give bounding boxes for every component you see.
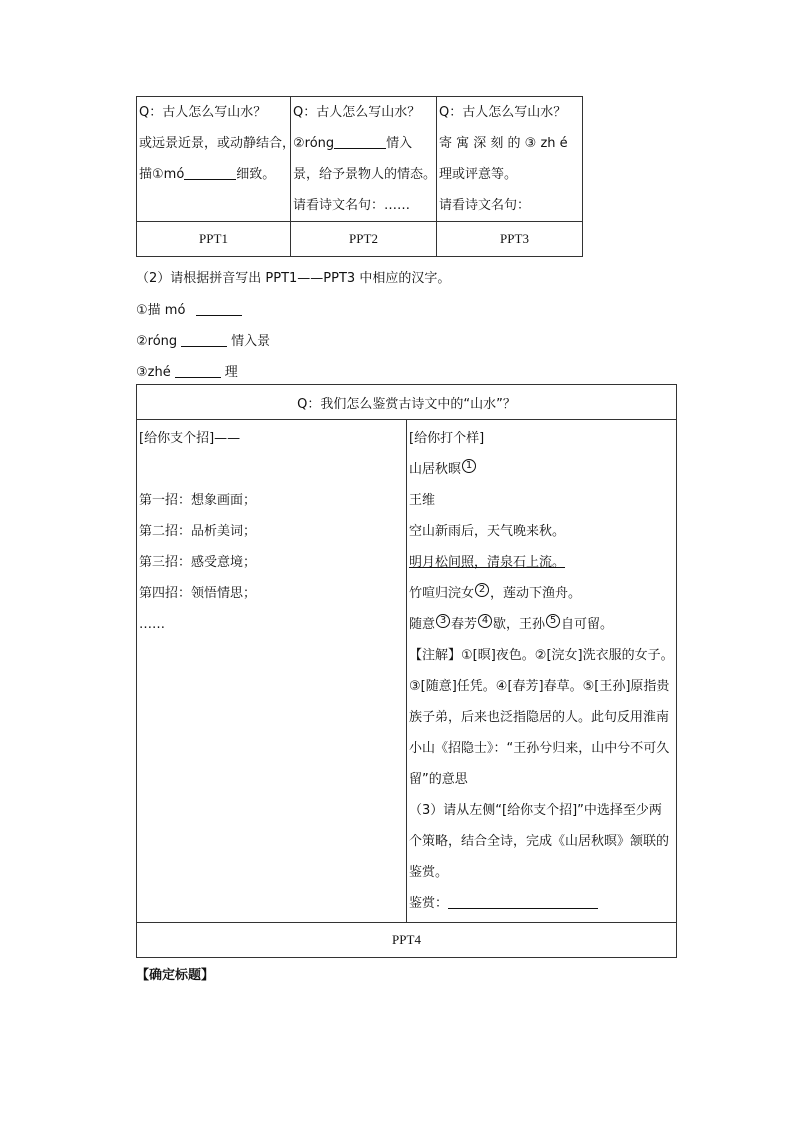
ppt1-cell xyxy=(137,97,296,222)
ppt4-content-row xyxy=(137,420,677,923)
ppt1-line2-b: 细致。 xyxy=(236,167,276,182)
ppt1-caption: PPT1 xyxy=(137,222,291,257)
poem-line-4-a: 随意 xyxy=(409,617,436,632)
footnote-mark-1: 1 xyxy=(462,459,476,473)
ppt3-cell xyxy=(437,97,583,222)
section-title: 【确定标题】 xyxy=(136,968,215,983)
tip-2: 第二招：品析美词； xyxy=(139,524,257,539)
ppt4-header-row xyxy=(137,385,677,420)
ppt3-caption: PPT3 xyxy=(437,222,583,257)
ppt2-question: Q：古人怎么写山水？ xyxy=(293,105,421,120)
question2-stem: （2）请根据拼音写出 PPT1——PPT3 中相应的汉字。 xyxy=(136,271,451,286)
example-title: [给你打个样] xyxy=(409,431,485,446)
ppt2-cell xyxy=(291,97,437,222)
ppt2-line1 xyxy=(293,128,434,159)
ppt3-line1: 寄 寓 深 刻 的 ③ zh é xyxy=(439,136,568,151)
footnote-mark-3: 3 xyxy=(436,614,450,628)
poem-line-4-d: 自可留。 xyxy=(561,617,614,632)
tips-spacer xyxy=(139,454,404,485)
answer-row xyxy=(409,888,674,919)
answer-blank-2[interactable] xyxy=(181,332,227,347)
question2-item3 xyxy=(136,361,238,380)
ppt3-line2: 理或评意等。 xyxy=(439,167,518,182)
footnote-mark-2: 2 xyxy=(475,583,489,597)
item2-label: ②róng xyxy=(136,334,178,349)
poem-line-3 xyxy=(409,578,674,609)
poem-title-text: 山居秋暝 xyxy=(409,462,462,477)
tips-column xyxy=(137,420,407,923)
ppt-content-row xyxy=(137,97,583,222)
ppt1-line1: 或远景近景，或动静结合， xyxy=(139,136,296,151)
ppt2-line1-a: ②róng xyxy=(293,136,335,151)
poem-line-2: 明月松间照，清泉石上流。 xyxy=(409,555,566,570)
footnote-mark-4: 4 xyxy=(478,614,492,628)
poem-notes: 【注解】①[暝]夜色。②[浣女]洗衣服的女子。③[随意]任凭。④[春芳]春草。⑤[王孙]原指贵族子弟，后来也泛指隐居的人。此句反用淮南小山《招隐士》：“王孙兮归来，山中兮不可久留”的意思 xyxy=(409,648,674,787)
question3: （3）请从左侧“[给你支个招]”中选择至少两个策略，结合全诗，完成《山居秋暝》颔联的鉴赏。 xyxy=(409,803,670,880)
tip-1: 第一招：想象画面； xyxy=(139,493,257,508)
footnote-mark-5: 5 xyxy=(546,614,560,628)
tips-ellipsis: …… xyxy=(139,617,165,632)
blank-line xyxy=(334,134,386,149)
item3-label: ③zhé xyxy=(136,365,171,380)
poem-author: 王维 xyxy=(409,493,436,508)
appreciation-answer-blank[interactable] xyxy=(448,894,598,909)
item3-suffix: 理 xyxy=(224,365,238,380)
ppt1-line2-a: 描①mó xyxy=(139,167,185,182)
ppt2-caption: PPT2 xyxy=(291,222,437,257)
ppt4-table xyxy=(136,384,677,958)
answer-label: 鉴赏： xyxy=(409,896,449,911)
question2-item2 xyxy=(136,330,270,349)
ppt3-question: Q：古人怎么写山水？ xyxy=(439,105,567,120)
poem-line-4-c: 歇，王孙 xyxy=(493,617,546,632)
tip-3: 第三招：感受意境； xyxy=(139,555,257,570)
example-column xyxy=(407,420,677,923)
ppt4-header: Q：我们怎么鉴赏古诗文中的“山水”？ xyxy=(137,385,677,420)
question2-item1 xyxy=(136,299,242,318)
ppt2-line3: 请看诗文名句：…… xyxy=(293,198,411,213)
answer-blank-1[interactable] xyxy=(196,301,242,316)
ppt-caption-row xyxy=(137,222,583,257)
ppt4-caption-row xyxy=(137,923,677,958)
ppt1-line3 xyxy=(139,190,288,221)
ppt1-question: Q：古人怎么写山水？ xyxy=(139,105,267,120)
poem-title xyxy=(409,454,674,485)
poem-line-4-b: 春芳 xyxy=(451,617,478,632)
ppt2-line2: 景，给予景物人的情态。 xyxy=(293,167,437,182)
answer-blank-3[interactable] xyxy=(175,363,221,378)
poem-line-3-a: 竹喧归浣女 xyxy=(409,586,475,601)
poem-line-3-b: ，莲动下渔舟。 xyxy=(490,586,582,601)
tips-title: [给你支个招]—— xyxy=(139,431,241,446)
ppt-table xyxy=(136,96,583,257)
tip-4: 第四招：领悟情思； xyxy=(139,586,257,601)
ppt4-caption: PPT4 xyxy=(137,923,677,958)
item1-label: ①描 mó xyxy=(136,303,186,318)
poem-line-4 xyxy=(409,609,674,640)
ppt2-line1-b: 情入 xyxy=(386,136,413,151)
poem-line-1: 空山新雨后，天气晚来秋。 xyxy=(409,524,566,539)
item2-suffix: 情入景 xyxy=(231,334,271,349)
ppt1-line2 xyxy=(139,159,288,190)
ppt3-line3: 请看诗文名句： xyxy=(439,198,531,213)
blank-line xyxy=(184,165,236,180)
